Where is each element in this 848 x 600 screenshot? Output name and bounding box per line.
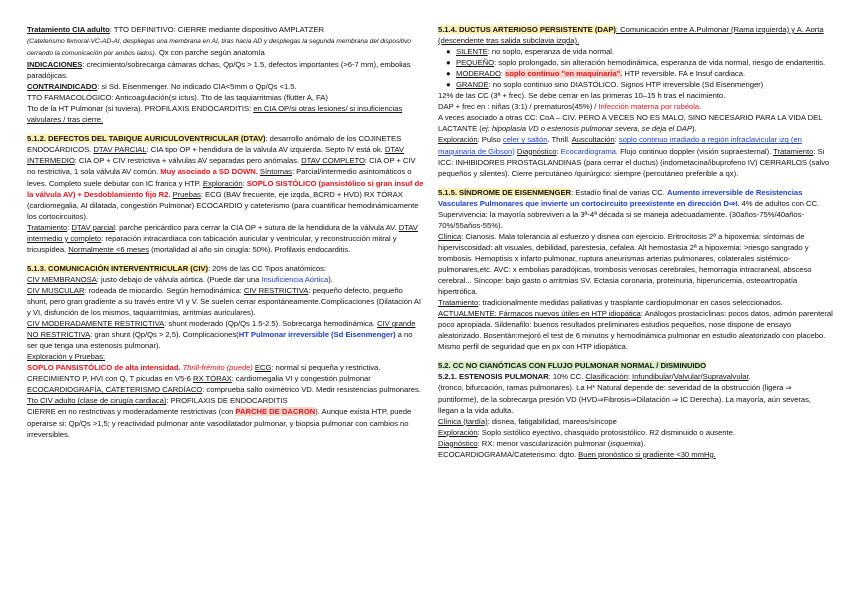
- cia-treatment-title: Tratamiento CIA adulto: [27, 25, 110, 34]
- list-item: ● SILENTE: no soplo, esperanza de vida normal.: [446, 47, 615, 57]
- right-column: [438, 24, 833, 460]
- dap-title: 5.1.4. DUCTUS ARTERIOSO PERSISTENTE (DAP): [438, 25, 616, 34]
- pulmonary-stenosis-section: 5.2. CC NO CIANÓTICAS CON FLUJO PULMONAR NORMAL / DISMINUIDO 5.2.1. ESTENOSIS PULMONAR: 10% CC. Clasificación: Infundibular/Valvular/Supravalvular. (tronco, bifurcación, ramas pulmonares). La H* Natural depende de: severidad de la obstrucción (ligera ⇒ puntiforme), de la sobrecarga presión VD (HVD⇒Fibrosis⇒Dilatación ⇒ IC Derecha). La mayoría, aún severas, llegan a la vida adulta. Clínica (tardía): disnea, fatigabilidad, mareos/síncope Exploración: Soplo sistólico eyectivo, chasquido protosistólico. R2 disminuido o ausente. Diagnóstico: RX: menor vascularización pulmonar (isquemia). ECOCARDIOGRAMA/Cateterismo: dgto. Buen pronóstico si gradiente <30 mmHg.: [438, 361, 811, 459]
- list-item: ● PEQUEÑO: soplo prolongado, sin alteración hemodinámica, esperanza de vida normal, riesgo de endarteritis.: [446, 58, 826, 68]
- section-heading: 5.2. CC NO CIANÓTICAS CON FLUJO PULMONAR NORMAL / DISMINUIDO: [438, 361, 707, 371]
- contraindications-label: CONTRAINDICADO: [27, 82, 98, 92]
- list-item: ● MODERADO: soplo continuo "en maquinaria". HTP reversible. FA e Insuf cardiaca.: [446, 69, 746, 79]
- left-column: [27, 24, 425, 440]
- cia-adult-treatment: Tratamiento CIA adulto: TTO DEFINITIVO: CIERRE mediante dispositivo AMPLATZER (Cateterismo femoral-VC-AD-AI, despliegas una membrana en AI, tiras hacia AD y despliegas la segunda membrana del dispositivo cerrando la comunicación por ambos lados). Qx con parche según anatomía INDICACIONES: crecimiento/sobrecarga cámaras dchas, Qp/Qs > 1.5, defectos importantes (>6-7 mm), embolias paradójicas. CONTRAINDICADO: si Sd. Eisenmenger. No indicado CIA<5mm o Qp/Qs <1.5. TTO FARMACOLÓGICO: Anticoagulación(si ictus). Tto de las taquiarritmias (flutter A, FA) Tto de la HT Pulmonar (si tuviera). PROFILAXIS ENDOCARDITIS: en CIA OP/si otras lesiones/ si insuficiencias valvulares / tras cierre.: [27, 25, 411, 125]
- civ-title: 5.1.3. COMUNICACIÓN INTERVENTRICULAR (CIV): [27, 263, 208, 273]
- systolic-murmur-note: SOPLO SISTÓLICO (pansistólico si gran insuf de la válvula AV) + Desdoblamiento fijo R2.: [27, 178, 424, 199]
- dap-section: 5.1.4. DUCTUS ARTERIOSO PERSISTENTE (DAP): Comunicación entre A.Pulmonar (Rama izquierda) y A. Aorta (descendente tras salida subclavia izqda). ● SILENTE: no soplo, esperanza de vida normal. ● PEQUEÑO: soplo prolongado, sin alteración hemodinámica, esperanza de vida normal, riesgo de endarteritis. ● MODERADO: soplo continuo "en maquinaria". HTP reversible. FA e Insuf cardiaca. ● GRANDE: no soplo continuo sino DIASTÓLICO. Signos HTP irreversible (Sd Eisenmenger) 12% de las CC (3ª + frec). Se debe cerrar en las primeras 10–15 h tras el nacimiento. DAP + frec en : niñas (3:1) / prematuros(45%) / Infección materna por rubéola. A veces asociado a otras CC: CoA – CIV. PERO A VECES NO ES MALO, SINO NECESARIO PARA LA VIDA DEL LACTANTE (ej: hipoplasia VD o estenosis pulmonar severa, se deja el DAP). Exploración: Pulso celer y saltón. Thrill. Auscultación: soplo continuo irradiado a región infraclavicular izq (en maquinaria de Gibson) Diagnóstico: Ecocardiograma. Flujo continuo doppler (visión supraesternal). Tratamiento: Si ICC: INHIBIDORES PROSTAGLANDINAS (para cerrar el ductus) (indometacina/ibuprofeno IV) CERRARLOS (salvo pequeños y silentes). Cierre percutáneo /quirúrgico: siempre (percutáneo preferible a qx).: [438, 24, 833, 179]
- civ-section: 5.1.3. COMUNICACIÓN INTERVENTRICULAR (CIV): 20% de las CC Tipos anatómicos: CIV MEMBRANOSA: justo debajo de válvula aórtica. (Puede dar una Insuficiencia Aórtica). CIV MUSCULAR: rodeada de miocardio. Según hemodinámica: CIV RESTRICTIVA: pequeño defecto, pequeño shunt, pero gran gradiente a su través entre VI y V. Se suelen cerrar espontáneamente.Complicaciones (Dilatación AI y VI, disfunción de los mismos, taquiarritmias, arritmias auriculares). CIV MODERADAMENTE RESTRICTIVA: shunt moderado (Qp/Qs 1.5-2.5). Sobrecarga hemodinámica. CIV grande NO RESTRICTIVA: gran shunt (Qp/Qs > 2,5). Complicaciones(HT Pulmonar irreversible (Sd Eisenmenger) a no ser que tenga una estenosis pulmonar). Exploración y Pruebas: SOPLO PANSISTÓLICO de alta intensidad. Thrill-frémito (puede) ECG: normal si pequeña y restrictiva. CRECIMIENTO P, HVI con Q, T picudas en V5-6 RX TÓRAX: cardiomegalia VI y congestión pulmonar ECOCARDIOGRAFÍA, CATETERISMO CARDÍACO: comprueba salto oximétrico VD. Medir resistencias pulmonares. Tto CIV adulto (clase de cirugía cardiaca): PROFILAXIS DE ENDOCARDITIS CIERRE en no restrictivas y moderadamente restrictivas (con PARCHE DE DACRON). Aunque exista HTP, puede operarse si: Qp/Qs >1,5; y reactividad pulmonar ante vasodilatador pulmonar, y biopsia pulmonar con cambios no irreversibles.: [27, 263, 421, 439]
- indications-label: INDICACIONES: [27, 60, 83, 70]
- dtav-section: 5.1.2. DEFECTOS DEL TABIQUE AURICULOVENTRICULAR (DTAV): desarrollo anómalo de los COJINETES ENDOCÁRDICOS. DTAV PARCIAL: CIA tipo OP + hendidura de la válvula AV izquierda. Septo IV está ok. DTAV INTERMEDIO: CIA OP + CIV restrictiva + válvulas AV separadas pero anómalas. DTAV COMPLETO: CIA OP + CIV no restrictiva, 1 sola válvula AV común. Muy asociado a SD DOWN. Síntomas: Parcial/intermedio asintomáticos o leves. Completo suele debutar con IC franca y HTP. Exploración: SOPLO SISTÓLICO (pansistólico si gran insuf de la válvula AV) + Desdoblamiento fijo R2. Pruebas: ECG (BAV frecuente, eje izqda, BCRD + HVD) RX TÓRAX (cardiomegalia, AI dilatada, congestión Pulmonar) ECOCARDIO y cateterismo (para cuantificar hemodinámicamente los cortocircuitos). Tratamiento: DTAV parcial: parche pericárdico para cerrar la CIA OP + sutura de la hendidura de la válvula AV. DTAV intermedio y completo: reparación intracardiaca con tabicación auricular y ventricular, y reconstrucción mitral y tricuspídea. Normalmente <6 meses (mortalidad al año sin cirugía: 50%). Profilaxis endocarditis.: [27, 134, 424, 254]
- eisenmenger-section: 5.1.5. SÍNDROME DE EISENMENGER: Estadío final de varias CC. Aumento irreversible de Resistencias Vasculares Pulmonares que invierte un cortocircuito preexistente en dirección D⇒I. 4% de adultos con CC. Supervivencia: la mayoría sobreviven a la 3ª-4ª década si se maneja adecuadamente. (30años-75%/40años-70%/55años-55%). Clínica: Cianosis. Mala tolerancia al esfuerzo y disnea con ejercicio. Eritrocitosis 2ª a hipoxemia: síntomas de hiperviscosidad: alt visuales, debilidad, parestesia, cefalea. Alt hemostasia 2ª a hipoxemia: >riesgo sangrado y trombosis. Hemoptisis x infarto pulmonar, ruptura aneurismas arterias pulmonares, colaterales sistémico-pulmonares,etc. AVC: x embolias paradójicas, trombosis venosas cerebrales, hemorragia intracraneal, absceso cerebral... Síncope: bajo gasto o arritmias SV. Ectasia coronaria, proteinuria, hiperuricemia, osteoartropatía hipertrófica. Tratamiento: tradicionalmente medidas paliativas y trasplante cardiopulmonar en casos seleccionados. ACTUALMENTE: Fármacos nuevos útiles en HTP idiopática: Análogos prostaciclinas: pocos datos, admón parenteral poco apropiada. Sildenafilo: buenos resultados preliminares estudios pequeños, nose dispone de ensayo aleatorizado. Bosentán:mejoró el test de 6 minutos y hemodinámica pulmonar en estudio aleatorizado con placebo. Mismo perfil de seguridad que en px con HTP idiopática.: [438, 187, 833, 352]
- pulmonary-stenosis-title: 5.2.1. ESTENOSIS PULMONAR: [438, 372, 549, 382]
- dtav-title: 5.1.2. DEFECTOS DEL TABIQUE AURICULOVENTRICULAR (DTAV): [27, 134, 266, 144]
- eisenmenger-title: 5.1.5. SÍNDROME DE EISENMENGER: [438, 187, 572, 197]
- amplatzer-note: (Cateterismo femoral-VC-AD-AI, despliegas una membrana en AI, tiras hacia AD y despliegas la segunda membrana del dispositivo cerrando la comunicación por ambos lados): [27, 38, 411, 58]
- down-syndrome-note: Muy asociado a SD DOWN.: [160, 167, 258, 177]
- dacron-patch-note: PARCHE DE DACRON: [235, 407, 316, 417]
- pharmacologic-treatment: TTO FARMACOLÓGICO: Anticoagulación(si ictus). Tto de las taquiarritmias (flutter A, FA): [27, 93, 328, 103]
- list-item: ● GRANDE: no soplo continuo sino DIASTÓLICO. Signos HTP irreversible (Sd Eisenmenger): [446, 80, 764, 90]
